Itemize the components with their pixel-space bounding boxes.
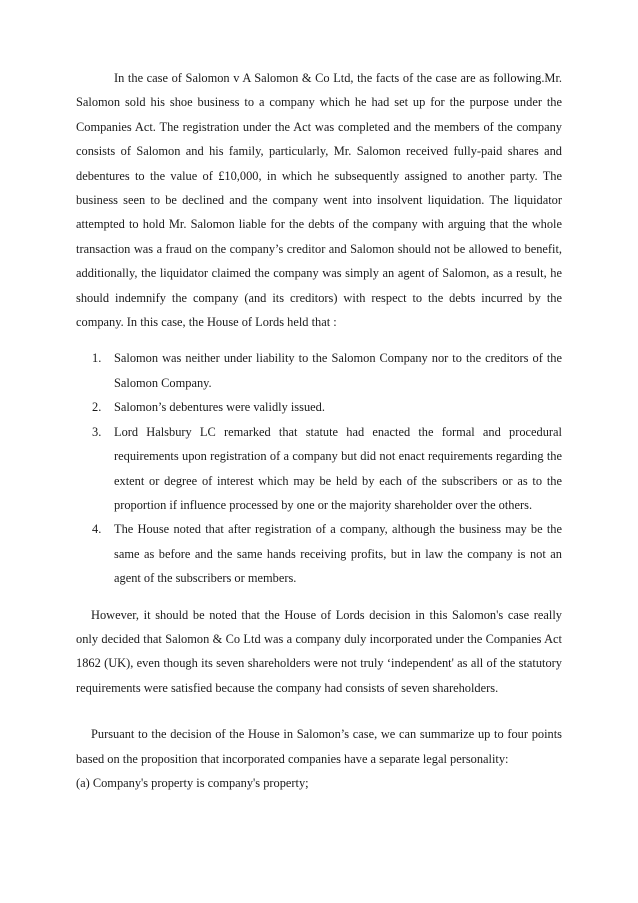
- list-item-number: 1.: [92, 351, 102, 366]
- paragraph-case-facts: In the case of Salomon v A Salomon & Co Ltd, the facts of the case are as following.Mr. Salomon sold his shoe business to a company which he had set up for the purpose under the Companies Act. The registration under the Act was completed and the members of the company consists of Salomon and his family, particularly, Mr. Salomon received fully-paid shares and debentures to the value of £10,000, in which he subsequently assigned to another party. The business seen to be declined and the company went into insolvent liquidation. The liquidator attempted to hold Mr. Salomon liable for the debts of the company with arguing that the whole transaction was a fraud on the company’s creditor and Salomon should not be allowed to benefit, additionally, the liquidator claimed the company was simply an agent of Salomon, as a result, he should indemnify the company (and its creditors) with respect to the debts incurred by the company. In this case, the House of Lords held that :: [76, 71, 562, 330]
- list-item: [76, 517, 562, 590]
- list-item-number: 4.: [92, 522, 102, 537]
- list-item-text: Lord Halsbury LC remarked that statute had enacted the formal and procedural requirements upon registration of a company but did not enact requirements regarding the extent or degree of interest which may be held by each of the subscribers or as to the proportion if influence processed by one or the majority shareholder over the others.: [114, 424, 562, 512]
- list-item-number: 3.: [92, 424, 102, 439]
- list-item-text: The House noted that after registration of a company, although the business may be the same as before and the same hands receiving profits, but in law the company is not an agent of the subscribers or members.: [114, 522, 562, 586]
- paragraph-house-of-lords-decision: However, it should be noted that the House of Lords decision in this Salomon's case really only decided that Salomon & Co Ltd was a company duly incorporated under the Companies Act 1862 (UK), even though its seven shareholders were not truly ‘independent' as all of the statutory requirements were satisfied because the company had consists of seven shareholders.: [76, 607, 562, 695]
- paragraph-summary: Pursuant to the decision of the House in Salomon’s case, we can summarize up to four points based on the proposition that incorporated companies have a separate legal personality:: [76, 727, 562, 766]
- list-item: [76, 395, 562, 419]
- list-item-text: Salomon’s debentures were validly issued.: [114, 400, 325, 415]
- list-item: [76, 420, 562, 518]
- document-page: [76, 66, 562, 795]
- list-item: [76, 346, 562, 395]
- paragraph-summary-item-a: (a) Company's property is company's property;: [76, 775, 309, 790]
- list-item-number: 2.: [92, 400, 102, 415]
- list-item-text: Salomon was neither under liability to the Salomon Company nor to the creditors of the Salomon Company.: [114, 351, 562, 390]
- holdings-list: [76, 346, 562, 590]
